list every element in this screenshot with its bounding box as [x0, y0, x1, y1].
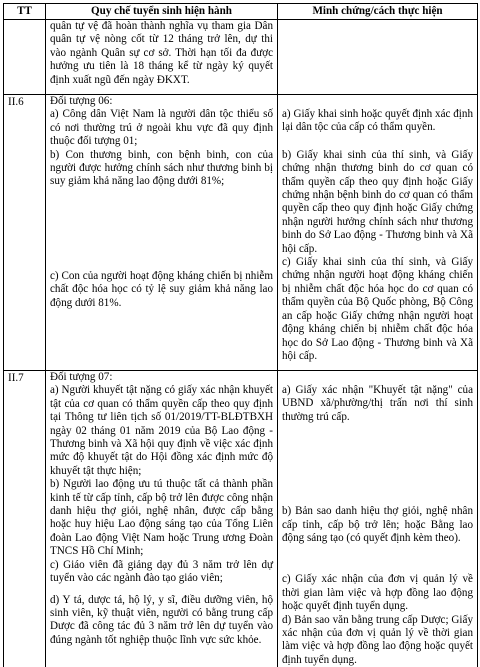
header-rule: Quy chế tuyển sinh hiện hành — [46, 4, 278, 20]
table-row — [4, 371, 478, 667]
proof-cell — [278, 95, 478, 371]
rule-cell — [46, 20, 278, 95]
table-header-row — [4, 4, 478, 20]
rule-paragraph: Đối tượng 07: — [50, 371, 113, 383]
proof-cell — [278, 20, 478, 95]
proof-paragraph: d) Bản sao văn bằng trung cấp Dược; Giấy xác nhận của đơn vị quản lý về thời gian làm việc và hợp đồng lao động hoặc quyết định tuyển dụng. — [282, 613, 473, 666]
rule-cell — [46, 371, 278, 667]
rule-paragraph: d) Y tá, dược tá, hộ lý, y sĩ, điều dưỡng viên, hộ sinh viên, kỹ thuật viên, người có bằng trung cấp Dược đã công tác đủ 3 năm trở lên dự tuyển vào đúng ngành tốt nghiệp thuộc lĩnh vực sức khỏe. — [50, 593, 273, 646]
table-row — [4, 95, 478, 371]
header-tt: TT — [4, 4, 46, 20]
proof-cell — [278, 371, 478, 667]
rule-paragraph: c) Giáo viên đã giảng dạy đủ 3 năm trở lên dự tuyển vào các ngành đào tạo giáo viên; — [50, 558, 273, 585]
rule-paragraph: b) Người lao động ưu tú thuộc tất cả thành phần kinh tế từ cấp tỉnh, cấp bộ trở lên được công nhận danh hiệu thợ giỏi, nghệ nhân, được cấp bằng hoặc huy hiệu Lao động sáng tạo của Tổng Liên đoàn Lao động Việt Nam hoặc Trung ương Đoàn TNCS Hồ Chí Minh; — [50, 478, 273, 558]
proof-paragraph: b) Giấy khai sinh của thí sinh, và Giấy chứng nhận thương binh do cơ quan có thẩm quyền cấp theo quy định hoặc Giấy chứng nhận bệnh binh do cơ quan có thẩm quyền cấp theo quy định hoặc Giấy chứng nhận người hưởng chính sách như thương binh do Sở Lao động - Thương binh và Xã hội cấp. — [282, 148, 473, 255]
proof-paragraph: a) Giấy khai sinh hoặc quyết định xác định lại dân tộc của cấp có thẩm quyền. — [282, 108, 473, 134]
header-proof: Minh chứng/cách thực hiện — [278, 4, 478, 20]
table-row — [4, 20, 478, 95]
rule-paragraph: b) Con thương binh, con bệnh binh, con của người được hưởng chính sách như thương binh bị suy giảm khả năng lao động dưới 81%; — [50, 148, 273, 188]
rule-paragraph: quân tự vệ đã hoàn thành nghĩa vụ tham gia Dân quân tự vệ nòng cốt từ 12 tháng trở lên, dự thi vào ngành Quân sự cơ sở. Thời hạn tối đa được hưởng ưu tiên là 18 tháng kể từ ngày ký quyết định xuất ngũ đến ngày ĐKXT. — [50, 20, 273, 86]
rule-cell — [46, 95, 278, 371]
row-number: II.6 — [4, 95, 46, 371]
rule-paragraph: Đối tượng 06: — [50, 95, 113, 107]
admission-rules-table — [3, 3, 478, 667]
row-number: II.7 — [4, 371, 46, 667]
proof-paragraph: c) Giấy xác nhận của đơn vị quản lý về thời gian làm việc và hợp đồng lao động hoặc quyết định tuyển dụng. — [282, 573, 473, 613]
rule-paragraph: a) Công dân Việt Nam là người dân tộc thiểu số có nơi thường trú ở ngoài khu vực đã quy định thuộc đối tượng 01; — [50, 108, 273, 148]
proof-paragraph: b) Bản sao danh hiệu thợ giỏi, nghệ nhân cấp tỉnh, cấp bộ trở lên; hoặc Bằng lao động sáng tạo (có quyết định kèm theo). — [282, 505, 473, 545]
rule-paragraph: a) Người khuyết tật nặng có giấy xác nhận khuyết tật của cơ quan có thẩm quyền cấp theo quy định tại Thông tư liên tịch số 01/2019/TT-BLĐTBXH ngày 02 tháng 01 năm 2019 của Bộ Lao động - Thương binh và Xã hội quy định về việc xác định mức độ khuyết tật do Hội đồng xác định mức độ khuyết tật thực hiện; — [50, 384, 273, 477]
rule-paragraph: c) Con của người hoạt động kháng chiến bị nhiễm chất độc hóa học có tỷ lệ suy giảm khả năng lao động dưới 81%. — [50, 269, 273, 309]
proof-paragraph: a) Giấy xác nhận "Khuyết tật nặng" của UBND xã/phường/thị trấn nơi thí sinh thường trú cấp. — [282, 384, 473, 423]
row-number — [4, 20, 46, 95]
proof-paragraph: c) Giấy khai sinh của thí sinh, và Giấy chứng nhận người hoạt động kháng chiến bị nhiễm chất độc hóa học do cơ quan có thẩm quyền của Bộ Quốc phòng, Bộ Công an cấp hoặc Giấy chứng nhận người hoạt động kháng chiến bị nhiễm chất độc hóa học do Sở Lao động - Thương binh và Xã hội cấp. — [282, 256, 473, 362]
